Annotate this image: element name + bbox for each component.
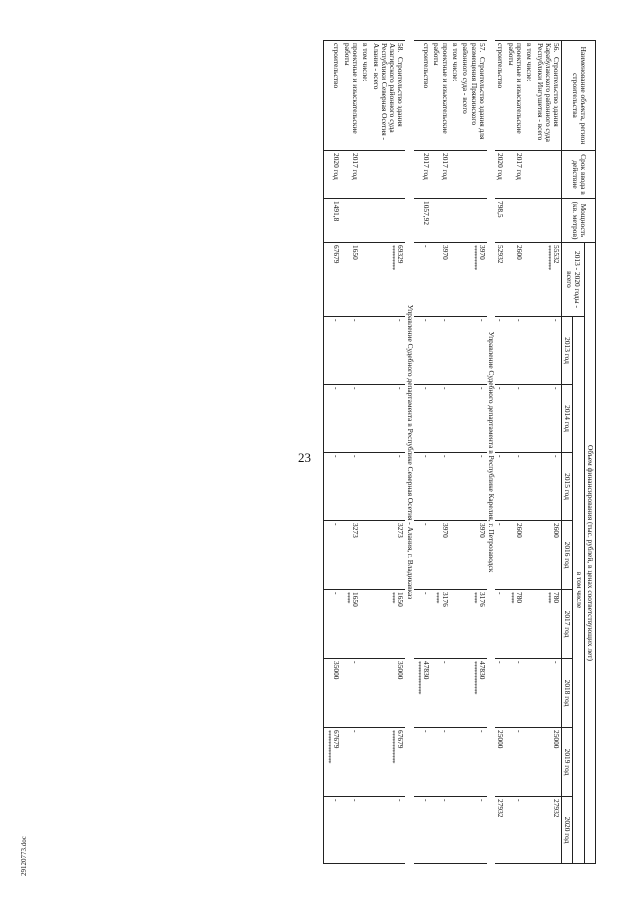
cell-year — [505, 385, 524, 453]
cell-year — [495, 728, 505, 797]
year-value: 3176 — [477, 592, 487, 607]
year-value: - — [440, 799, 450, 802]
cell-year — [431, 590, 450, 659]
cell-year — [360, 659, 370, 728]
cell-total — [360, 243, 370, 317]
year-value: - — [422, 455, 432, 458]
cell-year — [431, 659, 450, 728]
year-value: 47830 — [422, 661, 432, 680]
year-value: - — [552, 319, 562, 322]
cell-year — [414, 797, 432, 864]
total-value: 3970 — [440, 245, 450, 260]
year-value: - — [515, 455, 525, 458]
cell-year — [414, 728, 432, 797]
cell-year — [505, 317, 524, 385]
total-value: 2600 — [515, 245, 525, 260]
total-value: 52932 — [496, 245, 506, 264]
header-year: 2015 год — [562, 453, 573, 521]
year-value: 1650 — [350, 592, 360, 607]
cell-year — [495, 659, 505, 728]
year-value: - — [515, 799, 525, 802]
cell-capacity — [460, 199, 487, 243]
year-value: - — [332, 799, 342, 802]
year-value: - — [477, 730, 487, 733]
row-name: проектные и изыскательские работы — [506, 43, 525, 134]
year-value: - — [496, 523, 506, 526]
cell-year — [460, 521, 487, 590]
year-value: - — [496, 319, 506, 322]
cell-year — [450, 728, 460, 797]
year-value: 2600 — [552, 523, 562, 538]
header-year: 2013 год — [562, 317, 573, 385]
cell-capacity — [524, 199, 534, 243]
cell-year — [341, 728, 360, 797]
cell-capacity — [505, 199, 524, 243]
cell-name — [323, 41, 341, 151]
cell-year — [460, 590, 487, 659]
cell-year — [460, 659, 487, 728]
cell-year — [341, 317, 360, 385]
cell-year — [370, 659, 405, 728]
table-row — [524, 41, 534, 864]
year-value: - — [350, 455, 360, 458]
footer-filename: 29120773.doc — [20, 836, 28, 876]
cell-year — [431, 797, 450, 864]
cell-year — [534, 453, 561, 521]
year-value: - — [396, 319, 406, 322]
year-value: - — [477, 799, 487, 802]
cell-year — [431, 453, 450, 521]
cell-year — [534, 521, 561, 590]
cell-capacity — [431, 199, 450, 243]
cell-name — [460, 41, 487, 151]
cell-year — [323, 659, 341, 728]
year-value: - — [440, 730, 450, 733]
header-year: 2014 год — [562, 385, 573, 453]
row-number: 57. — [477, 43, 487, 53]
cell-term: 2017 год — [341, 151, 360, 199]
row-name: в том числе: — [525, 43, 535, 82]
page-number: 23 — [298, 450, 311, 465]
table-row — [495, 41, 505, 864]
year-value: - — [422, 730, 432, 733]
cell-year — [360, 590, 370, 659]
year-value: - — [332, 387, 342, 390]
cell-year — [370, 797, 405, 864]
cell-term — [450, 151, 460, 199]
year-value: - — [515, 319, 525, 322]
year-value: 3176 — [440, 592, 450, 607]
year-mark: ************ — [325, 730, 333, 763]
cell-year — [505, 453, 524, 521]
cell-year — [370, 317, 405, 385]
cell-name — [450, 41, 460, 151]
year-value: - — [496, 455, 506, 458]
cell-year — [431, 728, 450, 797]
cell-year — [534, 728, 561, 797]
cell-year — [323, 453, 341, 521]
cell-year — [414, 521, 432, 590]
year-value: - — [332, 455, 342, 458]
cell-name — [360, 41, 370, 151]
cell-year — [450, 385, 460, 453]
cell-year — [341, 797, 360, 864]
cell-total — [460, 243, 487, 317]
year-mark: ************ — [470, 661, 478, 694]
year-value: - — [422, 592, 432, 595]
header-name: Наименование объекта, регион строительства — [562, 41, 596, 151]
cell-capacity — [370, 199, 405, 243]
year-value: - — [396, 799, 406, 802]
table-row — [341, 41, 360, 864]
year-value: 780 — [515, 592, 525, 604]
table-row — [360, 41, 370, 864]
year-value: - — [477, 387, 487, 390]
table-row — [431, 41, 450, 864]
year-value: - — [332, 319, 342, 322]
cell-name — [370, 41, 405, 151]
header-incl: в том числе — [573, 317, 584, 864]
header-term: Срок ввода в действие — [562, 151, 596, 199]
total-mark: ********* — [470, 245, 478, 270]
table-body — [323, 41, 561, 864]
year-value: 27932 — [552, 799, 562, 818]
year-value: - — [440, 387, 450, 390]
cell-year — [505, 521, 524, 590]
year-value: - — [477, 455, 487, 458]
cell-year — [341, 385, 360, 453]
cell-total — [370, 243, 405, 317]
cell-year — [370, 453, 405, 521]
table-row — [323, 41, 341, 864]
cell-year — [534, 797, 561, 864]
cell-year — [450, 797, 460, 864]
cell-year — [414, 590, 432, 659]
table-header — [562, 41, 596, 864]
cell-year — [495, 521, 505, 590]
total-value: 69329 — [396, 245, 406, 264]
cell-year — [505, 797, 524, 864]
year-value: - — [350, 730, 360, 733]
table-row — [414, 41, 432, 864]
cell-year — [524, 385, 534, 453]
year-mark: **** — [470, 592, 478, 603]
row-name: строительство — [422, 43, 432, 89]
row-name: Строительство здания Алагирского районного суда Республики Северная Осетия - Алания - всего — [371, 43, 406, 141]
cell-capacity — [450, 199, 460, 243]
cell-total — [505, 243, 524, 317]
cell-term — [524, 151, 534, 199]
cell-year — [460, 317, 487, 385]
cell-capacity: 1491,8 — [323, 199, 341, 243]
cell-name — [534, 41, 561, 151]
cell-year — [450, 521, 460, 590]
cell-year — [360, 453, 370, 521]
cell-name — [341, 41, 360, 151]
cell-year — [323, 728, 341, 797]
year-value: - — [422, 387, 432, 390]
year-value: - — [552, 387, 562, 390]
cell-capacity: 1057,92 — [414, 199, 432, 243]
cell-year — [323, 797, 341, 864]
year-value: 47830 — [477, 661, 487, 680]
year-value: - — [350, 799, 360, 802]
row-name: Строительство здания для размещения Пряжинского районного суда - всего — [461, 43, 487, 140]
year-value: 25000 — [552, 730, 562, 749]
row-name: Строительство здания Карабулакского районного суда Республики Ингушетия - всего — [535, 43, 562, 142]
cell-year — [414, 659, 432, 728]
cell-year — [414, 453, 432, 521]
cell-year — [460, 385, 487, 453]
cell-capacity — [360, 199, 370, 243]
year-value: 27932 — [496, 799, 506, 818]
cell-year — [323, 590, 341, 659]
cell-year — [524, 521, 534, 590]
cell-name — [431, 41, 450, 151]
section-title: Управление Судебного департамента в Республике Карелия, г. Петрозаводск — [487, 331, 497, 573]
cell-year — [460, 453, 487, 521]
cell-year — [370, 728, 405, 797]
cell-year — [360, 728, 370, 797]
cell-name — [414, 41, 432, 151]
year-value: 25000 — [496, 730, 506, 749]
cell-total — [431, 243, 450, 317]
cell-year — [505, 659, 524, 728]
year-value: 2600 — [515, 523, 525, 538]
year-value: 35000 — [332, 661, 342, 680]
total-value: 1650 — [350, 245, 360, 260]
year-mark: ************ — [414, 661, 422, 694]
cell-capacity: 798,5 — [495, 199, 505, 243]
year-value: - — [496, 661, 506, 664]
year-mark: ************ — [389, 730, 397, 763]
table-row — [370, 41, 405, 864]
cell-year — [431, 317, 450, 385]
header-year: 2019 год — [562, 728, 573, 797]
cell-total — [495, 243, 505, 317]
cell-term — [370, 151, 405, 199]
year-value: - — [552, 455, 562, 458]
year-mark: **** — [433, 592, 441, 603]
row-name: в том числе: — [451, 43, 461, 82]
cell-year — [524, 317, 534, 385]
cell-year — [460, 728, 487, 797]
cell-year — [495, 385, 505, 453]
year-value: 3273 — [396, 523, 406, 538]
year-value: - — [350, 661, 360, 664]
cell-total — [414, 243, 432, 317]
table-row — [460, 41, 487, 864]
year-value: - — [422, 319, 432, 322]
cell-term: 2020 год — [495, 151, 505, 199]
cell-year — [431, 521, 450, 590]
year-value: 67679 — [396, 730, 406, 749]
total-value: 55532 — [552, 245, 562, 264]
cell-term: 2017 год — [414, 151, 432, 199]
total-value: - — [422, 245, 432, 248]
row-name: проектные и изыскательские работы — [432, 43, 450, 134]
cell-year — [370, 385, 405, 453]
header-total: 2013 - 2020 годы - всего — [562, 243, 585, 317]
year-value: - — [396, 455, 406, 458]
row-name: проектные и изыскательские работы — [342, 43, 360, 134]
cell-year — [323, 521, 341, 590]
year-value: - — [515, 387, 525, 390]
cell-year — [524, 659, 534, 728]
year-value: 3970 — [477, 523, 487, 538]
funding-table — [323, 40, 596, 864]
total-mark: ********* — [544, 245, 552, 270]
cell-year — [360, 521, 370, 590]
cell-year — [370, 521, 405, 590]
header-capacity: Мощность (кв. метров) — [562, 199, 596, 243]
cell-year — [450, 590, 460, 659]
year-value: 1650 — [396, 592, 406, 607]
section-row — [405, 41, 413, 864]
cell-year — [431, 385, 450, 453]
year-value: 3970 — [440, 523, 450, 538]
cell-year — [534, 590, 561, 659]
cell-year — [450, 659, 460, 728]
cell-term: 2017 год — [431, 151, 450, 199]
cell-year — [341, 659, 360, 728]
year-value: - — [422, 523, 432, 526]
cell-year — [341, 590, 360, 659]
year-value: 35000 — [396, 661, 406, 680]
year-value: - — [350, 319, 360, 322]
cell-year — [460, 797, 487, 864]
row-name: строительство — [332, 43, 342, 89]
year-value: - — [332, 523, 342, 526]
cell-year — [414, 317, 432, 385]
cell-term — [534, 151, 561, 199]
cell-total — [534, 243, 561, 317]
cell-year — [323, 317, 341, 385]
cell-year — [524, 590, 534, 659]
year-value: - — [496, 592, 506, 595]
cell-year — [524, 797, 534, 864]
year-value: - — [332, 592, 342, 595]
cell-year — [534, 317, 561, 385]
row-name: строительство — [496, 43, 506, 89]
header-year: 2016 год — [562, 521, 573, 590]
cell-name — [505, 41, 524, 151]
cell-year — [534, 659, 561, 728]
cell-year — [341, 453, 360, 521]
total-value: 3970 — [477, 245, 487, 260]
year-value: - — [515, 730, 525, 733]
cell-total — [524, 243, 534, 317]
cell-year — [360, 797, 370, 864]
cell-year — [323, 385, 341, 453]
row-number: 58. — [396, 43, 406, 53]
year-value: - — [350, 387, 360, 390]
header-year: 2018 год — [562, 659, 573, 728]
total-value: 67679 — [332, 245, 342, 264]
cell-total — [341, 243, 360, 317]
total-mark: ********* — [389, 245, 397, 270]
year-value: 780 — [552, 592, 562, 604]
cell-term — [460, 151, 487, 199]
cell-year — [495, 590, 505, 659]
year-value: - — [552, 661, 562, 664]
table-row — [450, 41, 460, 864]
year-value: - — [440, 455, 450, 458]
cell-total — [323, 243, 341, 317]
section-title: Управление Судебного департамента в Республике Северная Осетия - Алания, г. Владикавказ — [405, 304, 415, 600]
cell-year — [505, 728, 524, 797]
cell-term: 2020 год — [323, 151, 341, 199]
cell-year — [341, 521, 360, 590]
cell-year — [450, 317, 460, 385]
year-value: - — [422, 799, 432, 802]
year-value: 67679 — [332, 730, 342, 749]
row-number: 56. — [552, 43, 562, 53]
year-value: - — [515, 661, 525, 664]
cell-year — [370, 590, 405, 659]
row-name: в том числе: — [361, 43, 371, 82]
cell-term — [360, 151, 370, 199]
cell-year — [414, 385, 432, 453]
cell-year — [450, 453, 460, 521]
year-mark: **** — [343, 592, 351, 603]
year-value: - — [440, 319, 450, 322]
cell-capacity — [534, 199, 561, 243]
cell-year — [524, 728, 534, 797]
cell-name — [524, 41, 534, 151]
cell-year — [495, 797, 505, 864]
year-mark: **** — [389, 592, 397, 603]
year-value: 3273 — [350, 523, 360, 538]
cell-term: 2017 год — [505, 151, 524, 199]
year-mark: **** — [507, 592, 515, 603]
year-value: - — [440, 661, 450, 664]
cell-year — [360, 317, 370, 385]
cell-year — [524, 453, 534, 521]
rotated-table-container — [92, 40, 596, 863]
header-year: 2017 год — [562, 590, 573, 659]
cell-name — [495, 41, 505, 151]
cell-year — [360, 385, 370, 453]
year-value: - — [496, 387, 506, 390]
cell-year — [534, 385, 561, 453]
cell-year — [495, 317, 505, 385]
year-mark: **** — [544, 592, 552, 603]
header-year: 2020 год — [562, 797, 573, 864]
cell-year — [495, 453, 505, 521]
header-funding: Объем финансирования (тыс. рублей, в ценах соответствующих лет) — [584, 243, 595, 864]
cell-total — [450, 243, 460, 317]
year-value: - — [396, 387, 406, 390]
cell-year — [505, 590, 524, 659]
table-row — [505, 41, 524, 864]
cell-capacity — [341, 199, 360, 243]
year-value: - — [477, 319, 487, 322]
table-row — [534, 41, 561, 864]
section-row — [487, 41, 495, 864]
